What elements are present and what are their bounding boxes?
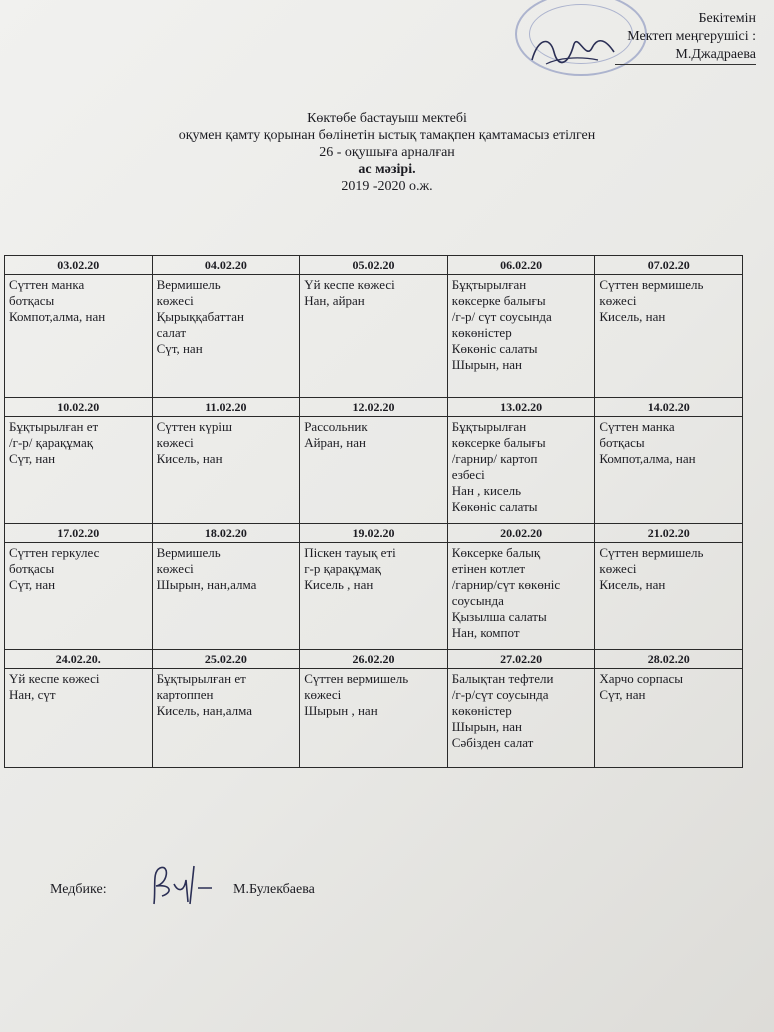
- date-cell: 06.02.20: [447, 256, 595, 275]
- meal-item: Сүттен вермишель: [599, 277, 704, 292]
- meal-item: Сүттен манка: [9, 277, 85, 292]
- meal-cell: [5, 275, 153, 398]
- date-cell: 21.02.20: [595, 524, 743, 543]
- meal-cell: [5, 669, 153, 768]
- meal-item: көжесі: [304, 687, 342, 702]
- meal-cell: [595, 543, 743, 650]
- meal-item: Рассольник: [304, 419, 368, 434]
- meal-item: көжесі: [599, 561, 637, 576]
- meal-item: Компот,алма, нан: [599, 451, 696, 466]
- document-heading: [0, 110, 774, 195]
- meal-item: Шырын, нан: [451, 357, 523, 372]
- meal-item: Кисель, нан: [599, 577, 666, 592]
- meal-item: Балықтан тефтели: [451, 671, 554, 686]
- meal-item: /гарнир/сүт көкөніс: [451, 577, 561, 592]
- meal-cell: [595, 275, 743, 398]
- meal-cell: [447, 543, 595, 650]
- meal-item: Вермишель: [156, 277, 221, 292]
- meal-item: Үй кеспе көжесі: [304, 277, 395, 292]
- meal-item: Бұқтырылған ет: [9, 419, 99, 434]
- meal-item: көжесі: [156, 435, 194, 450]
- meal-item: ботқасы: [9, 561, 55, 576]
- meal-item: Нан, айран: [304, 293, 365, 308]
- meal-row: [5, 669, 743, 768]
- meal-item: Кисель, нан: [599, 309, 666, 324]
- meal-item: Шырын, нан,алма: [156, 577, 257, 592]
- menu-table: [4, 255, 743, 768]
- meal-cell: [595, 669, 743, 768]
- date-cell: 20.02.20: [447, 524, 595, 543]
- meal-item: Сүт, нан: [9, 451, 56, 466]
- date-row: [5, 524, 743, 543]
- meal-item: Көкөніс салаты: [451, 341, 538, 356]
- meal-item: Бұқтырылған: [451, 277, 527, 292]
- meal-item: /гарнир/ картоп: [451, 451, 538, 466]
- meal-item: Айран, нан: [304, 435, 366, 450]
- meal-item: Көксерке балық: [451, 545, 541, 560]
- meal-cell: [300, 669, 448, 768]
- meal-item: Кисель, нан: [156, 451, 223, 466]
- meal-item: Шырын, нан: [451, 719, 523, 734]
- approval-name: М.Джадраева: [615, 46, 756, 65]
- meal-item: көжесі: [156, 561, 194, 576]
- date-cell: 19.02.20: [300, 524, 448, 543]
- meal-item: Нан, сүт: [9, 687, 56, 702]
- meal-item: Сүт, нан: [156, 341, 203, 356]
- director-signature: [528, 30, 618, 72]
- meal-item: Сүттен геркулес: [9, 545, 100, 560]
- meal-item: картоппен: [156, 687, 214, 702]
- meal-cell: [152, 417, 300, 524]
- meal-item: Бұқтырылған: [451, 419, 527, 434]
- meal-item: көжесі: [599, 293, 637, 308]
- meal-item: Көкөніс салаты: [451, 499, 538, 514]
- meal-item: ботқасы: [599, 435, 645, 450]
- meal-cell: [300, 417, 448, 524]
- meal-item: Сүттен манка: [599, 419, 675, 434]
- meal-item: Сүт, нан: [599, 687, 646, 702]
- date-cell: 27.02.20: [447, 650, 595, 669]
- date-cell: 07.02.20: [595, 256, 743, 275]
- student-count: 26 - оқушыға арналған: [319, 145, 455, 160]
- date-cell: 25.02.20: [152, 650, 300, 669]
- meal-item: Шырын , нан: [304, 703, 378, 718]
- meal-item: г-р қарақұмақ: [304, 561, 381, 576]
- meal-cell: [5, 417, 153, 524]
- meal-item: Қырыққабаттан: [156, 309, 244, 324]
- meal-item: Сәбізден салат: [451, 735, 534, 750]
- meal-item: Нан, компот: [451, 625, 520, 640]
- meal-row: [5, 275, 743, 398]
- meal-cell: [447, 417, 595, 524]
- date-cell: 04.02.20: [152, 256, 300, 275]
- meal-cell: [5, 543, 153, 650]
- meal-item: Сүттен күріш: [156, 419, 233, 434]
- meal-item: Сүт, нан: [9, 577, 56, 592]
- meal-item: соусында: [451, 593, 504, 608]
- meal-item: көкөністер: [451, 703, 512, 718]
- meal-cell: [152, 275, 300, 398]
- meal-item: Бұқтырылған ет: [156, 671, 246, 686]
- approval-block: [615, 10, 756, 65]
- meal-cell: [447, 669, 595, 768]
- meal-item: етінен котлет: [451, 561, 526, 576]
- meal-cell: [152, 669, 300, 768]
- meal-item: көксерке балығы: [451, 293, 546, 308]
- meal-item: Кисель, нан,алма: [156, 703, 253, 718]
- meal-row: [5, 417, 743, 524]
- date-row: [5, 650, 743, 669]
- meal-item: көжесі: [156, 293, 194, 308]
- date-cell: 03.02.20: [5, 256, 153, 275]
- meal-item: Піскен тауық еті: [304, 545, 396, 560]
- document-title: ас мәзірі.: [358, 162, 416, 177]
- meal-item: /г-р/ қарақұмақ: [9, 435, 94, 450]
- meal-item: Сүттен вермишель: [304, 671, 409, 686]
- meal-item: Компот,алма, нан: [9, 309, 106, 324]
- meal-item: Харчо сорпасы: [599, 671, 683, 686]
- nurse-label: Медбике:: [50, 882, 107, 897]
- meal-cell: [595, 417, 743, 524]
- meal-item: салат: [156, 325, 187, 340]
- meal-cell: [300, 543, 448, 650]
- date-cell: 11.02.20: [152, 398, 300, 417]
- meal-item: езбесі: [451, 467, 485, 482]
- meal-item: /г-р/сүт соусында: [451, 687, 549, 702]
- nurse-name: М.Булекбаева: [233, 882, 315, 897]
- nurse-signature: [140, 862, 220, 908]
- date-row: [5, 256, 743, 275]
- date-cell: 24.02.20.: [5, 650, 153, 669]
- date-cell: 18.02.20: [152, 524, 300, 543]
- date-cell: 26.02.20: [300, 650, 448, 669]
- approval-heading: Бекітемін: [698, 11, 756, 26]
- document-subtitle: оқумен қамту қорынан бөлінетін ыстық тамақпен қамтамасыз етілген: [178, 128, 596, 143]
- meal-cell: [152, 543, 300, 650]
- date-cell: 13.02.20: [447, 398, 595, 417]
- date-cell: 12.02.20: [300, 398, 448, 417]
- date-cell: 17.02.20: [5, 524, 153, 543]
- school-name: Көктөбе бастауыш мектебі: [307, 111, 467, 126]
- meal-item: Нан , кисель: [451, 483, 522, 498]
- school-year: 2019 -2020 о.ж.: [341, 179, 433, 194]
- meal-item: Үй кеспе көжесі: [9, 671, 100, 686]
- approval-position: Мектеп меңгерушісі :: [627, 29, 756, 44]
- meal-item: Кисель , нан: [304, 577, 374, 592]
- meal-cell: [300, 275, 448, 398]
- date-cell: 05.02.20: [300, 256, 448, 275]
- meal-item: көкөністер: [451, 325, 512, 340]
- date-cell: 10.02.20: [5, 398, 153, 417]
- meal-item: Сүттен вермишель: [599, 545, 704, 560]
- date-cell: 28.02.20: [595, 650, 743, 669]
- meal-row: [5, 543, 743, 650]
- meal-item: Вермишель: [156, 545, 221, 560]
- meal-item: Қызылша салаты: [451, 609, 547, 624]
- date-cell: 14.02.20: [595, 398, 743, 417]
- meal-item: /г-р/ сүт соусында: [451, 309, 552, 324]
- meal-cell: [447, 275, 595, 398]
- date-row: [5, 398, 743, 417]
- meal-item: көксерке балығы: [451, 435, 546, 450]
- meal-item: ботқасы: [9, 293, 55, 308]
